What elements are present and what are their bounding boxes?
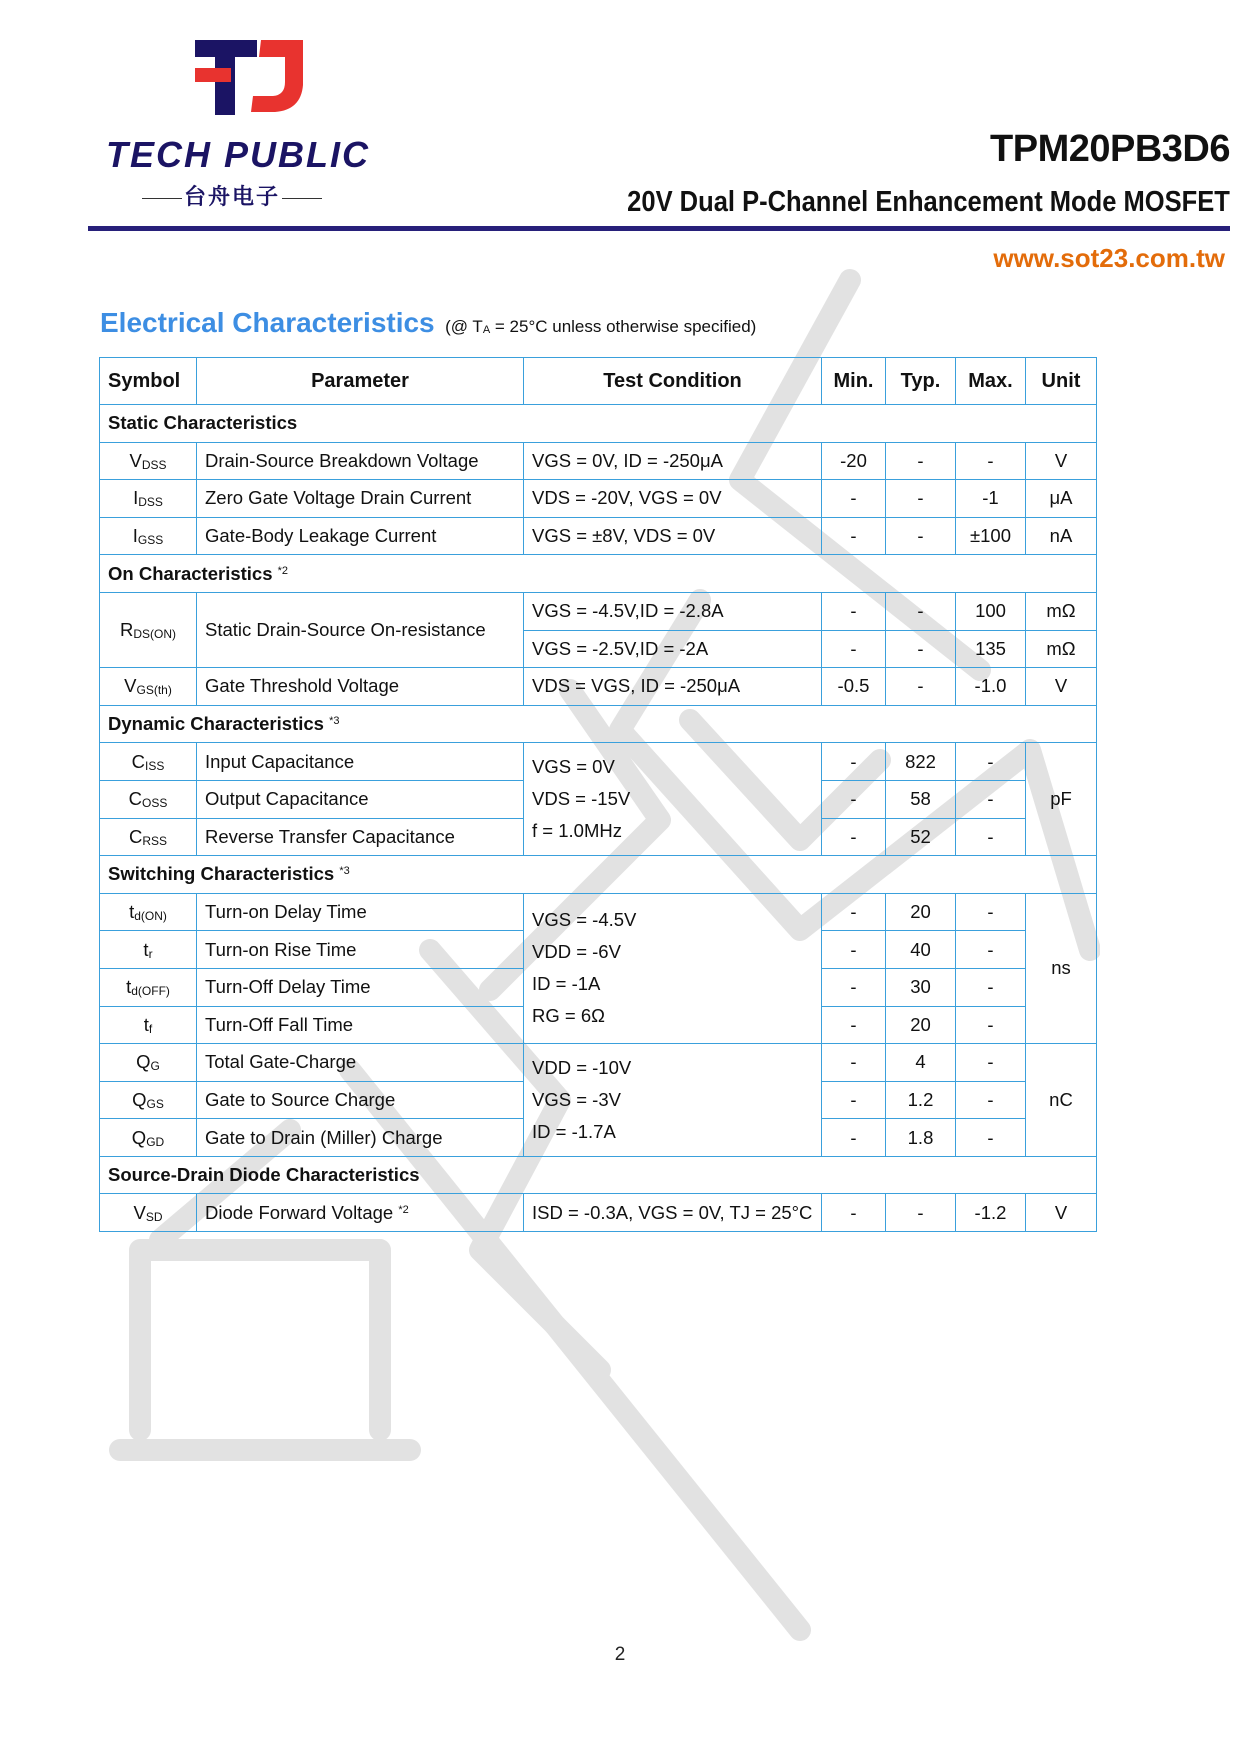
typ-cell: - [886,668,956,706]
parameter-cell: Diode Forward Voltage $^{*2}$ [197,1194,524,1232]
header-test-condition: Test Condition [524,358,822,405]
min-cell: - [822,743,886,781]
group-row-switching [100,856,1097,894]
parameter-cell: Drain-Source Breakdown Voltage [197,442,524,480]
table-row [100,480,1097,518]
max-cell: - [956,780,1026,818]
min-cell: -0.5 [822,668,886,706]
typ-cell: - [886,442,956,480]
min-cell: - [822,630,886,668]
unit-cell: pF [1026,743,1097,856]
parameter-cell: Reverse Transfer Capacitance [197,818,524,856]
unit-cell: μA [1026,480,1097,518]
symbol-cell: CRSS [100,818,197,856]
max-cell: -1.2 [956,1194,1026,1232]
max-cell: 135 [956,630,1026,668]
logo-mark-icon [195,40,305,135]
min-cell: - [822,893,886,931]
unit-cell: nA [1026,517,1097,555]
min-cell: - [822,818,886,856]
symbol-cell: VSD [100,1194,197,1232]
section-title [100,307,756,339]
max-cell: 100 [956,592,1026,630]
min-cell: - [822,480,886,518]
condition-cell: VGS = -4.5V VDD = -6V ID = -1A RG = 6Ω [524,893,822,1043]
max-cell: - [956,442,1026,480]
symbol-cell: td(OFF) [100,968,197,1006]
header-symbol: Symbol [100,358,197,405]
parameter-cell: Zero Gate Voltage Drain Current [197,480,524,518]
typ-cell: 1.8 [886,1119,956,1157]
typ-cell: 30 [886,968,956,1006]
header-max: Max. [956,358,1026,405]
max-cell: - [956,818,1026,856]
typ-cell: 52 [886,818,956,856]
min-cell: - [822,592,886,630]
table-row [100,442,1097,480]
group-row-static [100,405,1097,443]
unit-cell: V [1026,1194,1097,1232]
max-cell: -1.0 [956,668,1026,706]
table-row [100,743,1097,781]
typ-cell: 4 [886,1044,956,1082]
unit-cell: mΩ [1026,630,1097,668]
typ-cell: 20 [886,1006,956,1044]
section-title-main: Electrical Characteristics [100,307,435,338]
symbol-cell: QGS [100,1081,197,1119]
logo-chinese-text: 台舟电子 [140,180,324,211]
typ-cell: 40 [886,931,956,969]
condition-cell: VGS = 0V, ID = -250μA [524,442,822,480]
condition-cell: VGS = ±8V, VDS = 0V [524,517,822,555]
parameter-cell: Turn-on Delay Time [197,893,524,931]
group-label: Switching Characteristics $^{*3}$ [100,856,1097,894]
max-cell: - [956,893,1026,931]
parameter-cell: Turn-on Rise Time [197,931,524,969]
table-row [100,517,1097,555]
symbol-cell: VDSS [100,442,197,480]
min-cell: - [822,517,886,555]
page-number: 2 [614,1644,626,1665]
group-label: Source-Drain Diode Characteristics [100,1156,1097,1194]
max-cell: - [956,1044,1026,1082]
condition-cell: ISD = -0.3A, VGS = 0V, TJ = 25°C [524,1194,822,1232]
symbol-cell: td(ON) [100,893,197,931]
section-title-note: (@ $T_A = 25^\circ C$ unless otherwise specified) [445,317,757,336]
symbol-cell: QG [100,1044,197,1082]
table-row [100,668,1097,706]
max-cell: ±100 [956,517,1026,555]
group-row-diode [100,1156,1097,1194]
group-row-dynamic [100,705,1097,743]
symbol-cell: COSS [100,780,197,818]
parameter-cell: Output Capacitance [197,780,524,818]
typ-cell: - [886,517,956,555]
typ-cell: - [886,592,956,630]
part-description: 20V Dual P-Channel Enhancement Mode MOSFET [627,186,1230,218]
unit-cell: ns [1026,893,1097,1043]
min-cell: - [822,968,886,1006]
header-min: Min. [822,358,886,405]
group-label: Dynamic Characteristics $^{*3}$ [100,705,1097,743]
typ-cell: - [886,1194,956,1232]
condition-cell: VGS = -2.5V,ID = -2A [524,630,822,668]
condition-cell: VDS = -20V, VGS = 0V [524,480,822,518]
parameter-cell: Turn-Off Delay Time [197,968,524,1006]
symbol-cell: IGSS [100,517,197,555]
condition-cell: VGS = -4.5V,ID = -2.8A [524,592,822,630]
symbol-cell: RDS(ON) [100,592,197,667]
min-cell: - [822,1119,886,1157]
unit-cell: nC [1026,1044,1097,1157]
table-row [100,592,1097,630]
header-typ: Typ. [886,358,956,405]
min-cell: -20 [822,442,886,480]
symbol-cell: VGS(th) [100,668,197,706]
group-row-on [100,555,1097,593]
parameter-cell: Gate to Source Charge [197,1081,524,1119]
symbol-cell: tf [100,1006,197,1044]
group-label: On Characteristics $^{*2}$ [100,555,1097,593]
parameter-cell: Gate to Drain (Miller) Charge [197,1119,524,1157]
symbol-cell: CISS [100,743,197,781]
header-parameter: Parameter [197,358,524,405]
website-link[interactable]: www.sot23.com.tw [993,243,1225,273]
parameter-cell: Gate-Body Leakage Current [197,517,524,555]
symbol-cell: IDSS [100,480,197,518]
typ-cell: 58 [886,780,956,818]
max-cell: - [956,931,1026,969]
unit-cell: V [1026,442,1097,480]
typ-cell: 1.2 [886,1081,956,1119]
unit-cell: V [1026,668,1097,706]
parameter-cell: Turn-Off Fall Time [197,1006,524,1044]
min-cell: - [822,931,886,969]
logo-text: TECH PUBLIC [106,134,370,175]
table-row [100,1044,1097,1082]
max-cell: -1 [956,480,1026,518]
parameter-cell: Input Capacitance [197,743,524,781]
typ-cell: - [886,480,956,518]
symbol-cell: tr [100,931,197,969]
max-cell: - [956,743,1026,781]
min-cell: - [822,1044,886,1082]
parameter-cell: Total Gate-Charge [197,1044,524,1082]
condition-cell: VDD = -10V VGS = -3V ID = -1.7A [524,1044,822,1157]
symbol-cell: QGD [100,1119,197,1157]
max-cell: - [956,1006,1026,1044]
table-row [100,1194,1097,1232]
max-cell: - [956,1081,1026,1119]
unit-cell: mΩ [1026,592,1097,630]
typ-cell: 20 [886,893,956,931]
typ-cell: - [886,630,956,668]
min-cell: - [822,1081,886,1119]
table-header-row [100,358,1097,405]
header-unit: Unit [1026,358,1097,405]
condition-cell: VDS = VGS, ID = -250μA [524,668,822,706]
min-cell: - [822,780,886,818]
min-cell: - [822,1194,886,1232]
condition-cell: VGS = 0V VDS = -15V f = 1.0MHz [524,743,822,856]
max-cell: - [956,1119,1026,1157]
company-logo [100,38,370,209]
table-row [100,893,1097,931]
part-number: TPM20PB3D6 [990,128,1230,170]
parameter-cell: Gate Threshold Voltage [197,668,524,706]
header-divider [88,226,1230,231]
min-cell: - [822,1006,886,1044]
group-label: Static Characteristics [100,405,1097,443]
electrical-characteristics-table [99,357,1097,1232]
parameter-cell: Static Drain-Source On-resistance [197,592,524,667]
typ-cell: 822 [886,743,956,781]
max-cell: - [956,968,1026,1006]
